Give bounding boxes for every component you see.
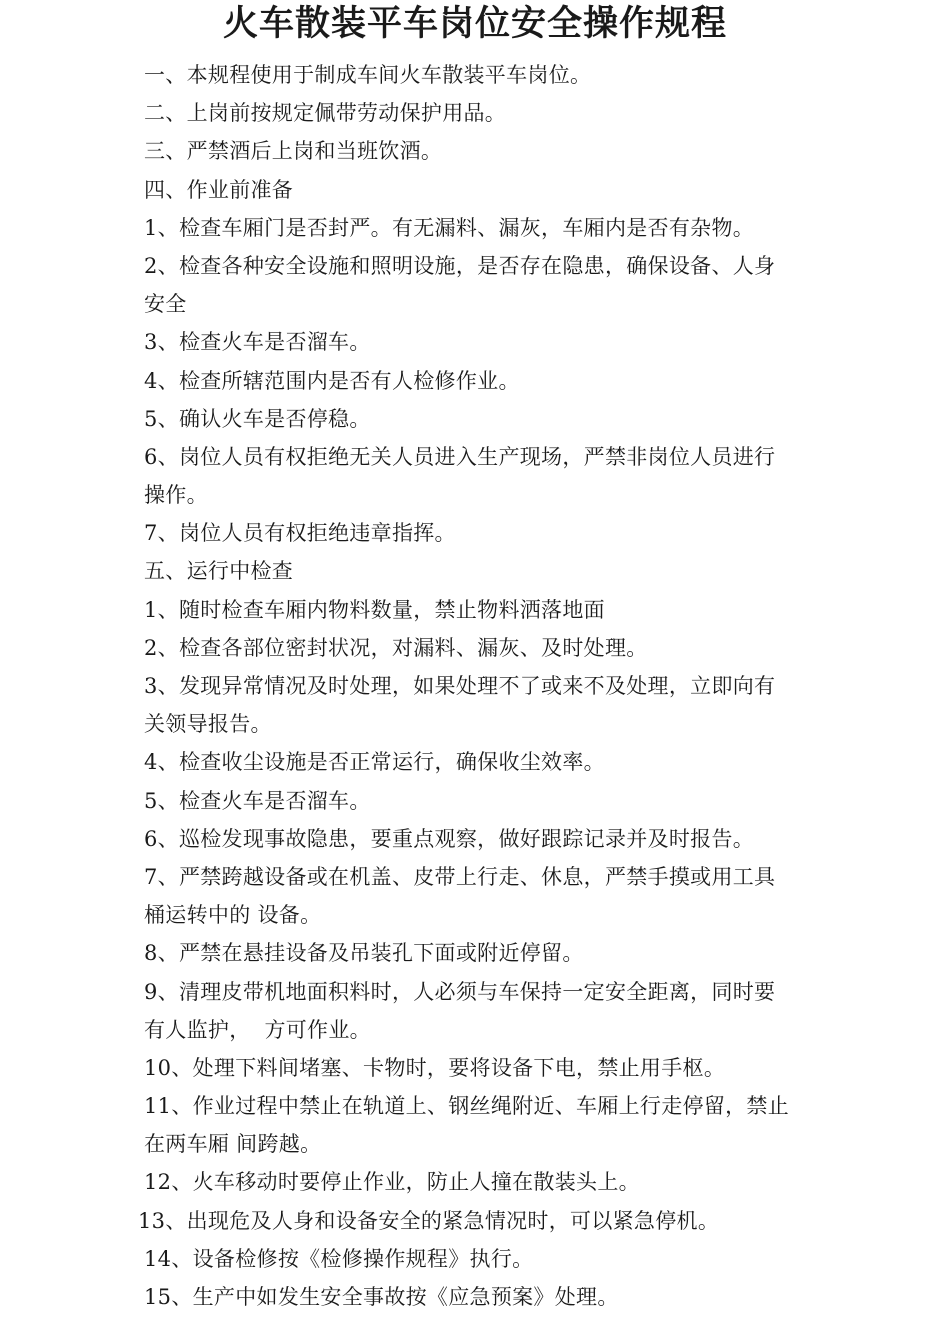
text-line: 2、检查各种安全设施和照明设施，是否存在隐患，确保设备、人身 <box>144 253 776 278</box>
text-line: 2、检查各部位密封状况，对漏料、漏灰、及时处理。 <box>144 635 648 660</box>
text-line: 7、严禁跨越设备或在机盖、皮带上行走、休息，严禁手摸或用工具 <box>144 864 776 889</box>
text-line: 1、检查车厢门是否封严。有无漏料、漏灰，车厢内是否有杂物。 <box>144 215 755 240</box>
text-line: 关领导报告。 <box>144 712 272 737</box>
text-line: 5、确认火车是否停稳。 <box>144 406 371 431</box>
text-line: 13、出现危及人身和设备安全的紧急情况时，可以紧急停机。 <box>138 1208 720 1233</box>
text-line: 6、巡检发现事故隐患，要重点观察，做好跟踪记录并及时报告。 <box>144 826 755 851</box>
section-heading: 四、作业前准备 <box>144 177 294 202</box>
text-line: 在两车厢 间跨越。 <box>144 1132 322 1157</box>
text-line: 14、设备检修按《检修操作规程》执行。 <box>144 1246 534 1271</box>
text-line: 8、严禁在悬挂设备及吊装孔下面或附近停留。 <box>144 941 584 966</box>
text-line: 操作。 <box>144 483 208 508</box>
section-heading: 五、运行中检查 <box>144 559 294 584</box>
text-line: 3、发现异常情况及时处理，如果处理不了或来不及处理，立即向有 <box>144 674 776 698</box>
text-line: 12、火车移动时要停止作业，防止人撞在散装头上。 <box>144 1170 640 1195</box>
text-line: 安全 <box>144 292 187 317</box>
text-line: 7、岗位人员有权拒绝违章指挥。 <box>144 521 456 546</box>
text-line: 3、检查火车是否溜车。 <box>144 330 371 355</box>
text-line: 10、处理下料间堵塞、卡物时，要将设备下电，禁止用手枢。 <box>144 1055 726 1080</box>
text-line: 15、生产中如发生安全事故按《应急预案》处理。 <box>144 1285 619 1309</box>
text-line: 三、严禁酒后上岗和当班饮酒。 <box>144 139 443 164</box>
text-line: 4、检查所辖范围内是否有人检修作业。 <box>144 368 520 393</box>
text-line: 二、上岗前按规定佩带劳动保护用品。 <box>144 101 507 126</box>
text-line: 一、本规程使用于制成车间火车散装平车岗位。 <box>144 63 592 87</box>
text-line: 9、清理皮带机地面积料时，人必须与车保持一定安全距离，同时要 <box>144 979 776 1004</box>
text-line: 1、随时检查车厢内物料数量，禁止物料洒落地面 <box>144 597 605 622</box>
text-line: 5、检查火车是否溜车。 <box>144 788 371 813</box>
text-line: 4、检查收尘设施是否正常运行，确保收尘效率。 <box>144 750 605 775</box>
text-line: 11、作业过程中禁止在轨道上、钢丝绳附近、车厢上行走停留，禁止 <box>144 1094 790 1119</box>
text-line: 6、岗位人员有权拒绝无关人员进入生产现场，严禁非岗位人员进行 <box>144 444 776 469</box>
document-body <box>138 56 816 1316</box>
text-line: 有人监护， 方可作业。 <box>144 1017 371 1042</box>
text-line: 桶运转中的 设备。 <box>144 903 322 928</box>
page-title: 火车散装平车岗位安全操作规程 <box>222 4 727 44</box>
